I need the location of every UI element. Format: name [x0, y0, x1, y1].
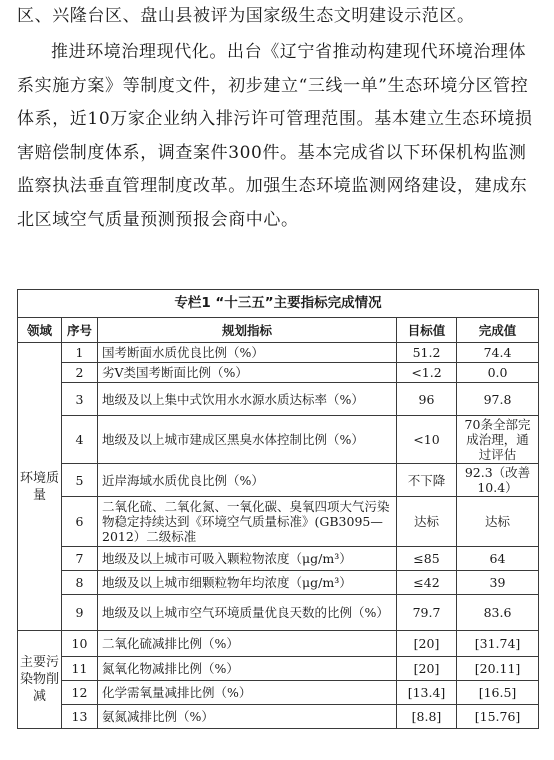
header-seq: 序号 [62, 318, 98, 343]
target-cell: 达标 [397, 497, 457, 547]
table-row [18, 681, 539, 705]
indicator-cell: 地级及以上城市细颗粒物年均浓度（μg/m³） [98, 571, 397, 595]
result-cell: 64 [457, 547, 539, 571]
target-cell: 79.7 [397, 595, 457, 631]
result-cell: [20.11] [457, 657, 539, 681]
seq-cell: 2 [62, 363, 98, 383]
result-cell: 97.8 [457, 383, 539, 416]
result-cell: 74.4 [457, 343, 539, 363]
result-cell: [15.76] [457, 705, 539, 729]
paragraph: 区、兴隆台区、盘山县被评为国家级生态文明建设示范区。 [17, 6, 475, 26]
indicator-cell: 地级及以上城市可吸入颗粒物浓度（μg/m³） [98, 547, 397, 571]
table-row [18, 705, 539, 729]
table-row [18, 497, 539, 547]
target-cell: ≤85 [397, 547, 457, 571]
seq-cell: 6 [62, 497, 98, 547]
result-cell: 83.6 [457, 595, 539, 631]
seq-cell: 3 [62, 383, 98, 416]
table-row [18, 363, 539, 383]
header-area: 领域 [18, 318, 62, 343]
target-cell: ≤42 [397, 571, 457, 595]
result-cell: 0.0 [457, 363, 539, 383]
indicator-cell: 劣Ⅴ类国考断面比例（%） [98, 363, 397, 383]
table-row [18, 416, 539, 464]
indicator-cell: 国考断面水质优良比例（%） [98, 343, 397, 363]
target-cell: [13.4] [397, 681, 457, 705]
indicator-cell: 地级及以上城市建成区黑臭水体控制比例（%） [98, 416, 397, 464]
target-cell: [20] [397, 657, 457, 681]
target-cell: 96 [397, 383, 457, 416]
indicator-cell: 氨氮减排比例（%） [98, 705, 397, 729]
seq-cell: 8 [62, 571, 98, 595]
indicator-cell: 二氧化硫减排比例（%） [98, 631, 397, 657]
target-cell: <1.2 [397, 363, 457, 383]
result-cell: 达标 [457, 497, 539, 547]
seq-cell: 9 [62, 595, 98, 631]
table-row [18, 631, 539, 657]
indicator-table [17, 289, 539, 729]
paragraph: 推进环境治理现代化。出台《辽宁省推动构建现代环境治理体系实施方案》等制度文件，初步建立“三线一单”生态环境分区管控体系，近10万家企业纳入排污许可管理范围。基本建立生态环境损害赔偿制度体系，调查案件300件。基本完成省以下环保机构监测监察执法垂直管理制度改革。加强生态环境监测网络建设，建成东北区域空气质量预测预报会商中心。 [17, 42, 533, 230]
table-row [18, 571, 539, 595]
seq-cell: 4 [62, 416, 98, 464]
target-cell: 不下降 [397, 464, 457, 497]
indicator-cell: 化学需氧量减排比例（%） [98, 681, 397, 705]
table-row [18, 383, 539, 416]
table-caption: 专栏1 “十三五”主要指标完成情况 [18, 290, 539, 318]
target-cell: [8.8] [397, 705, 457, 729]
header-indicator: 规划指标 [98, 318, 397, 343]
result-cell: 70条全部完成治理，通过评估 [457, 416, 539, 464]
table-row [18, 464, 539, 497]
seq-cell: 7 [62, 547, 98, 571]
seq-cell: 1 [62, 343, 98, 363]
header-target: 目标值 [397, 318, 457, 343]
header-result: 完成值 [457, 318, 539, 343]
seq-cell: 10 [62, 631, 98, 657]
table-row [18, 547, 539, 571]
result-cell: 92.3（改善10.4） [457, 464, 539, 497]
table-row [18, 657, 539, 681]
target-cell: <10 [397, 416, 457, 464]
result-cell: [31.74] [457, 631, 539, 657]
seq-cell: 12 [62, 681, 98, 705]
result-cell: 39 [457, 571, 539, 595]
table-row [18, 595, 539, 631]
result-cell: [16.5] [457, 681, 539, 705]
table-header-row [18, 318, 539, 343]
indicator-cell: 近岸海域水质优良比例（%） [98, 464, 397, 497]
seq-cell: 13 [62, 705, 98, 729]
target-cell: 51.2 [397, 343, 457, 363]
seq-cell: 11 [62, 657, 98, 681]
indicator-cell: 二氧化硫、二氧化氮、一氧化碳、臭氧四项大气污染物稳定持续达到《环境空气质量标准》(GB3095—2012）二级标准 [98, 497, 397, 547]
area-cell: 主要污染物削减 [18, 631, 62, 729]
area-cell: 环境质量 [18, 343, 62, 631]
target-cell: [20] [397, 631, 457, 657]
indicator-cell: 地级及以上城市空气环境质量优良天数的比例（%） [98, 595, 397, 631]
indicator-cell: 地级及以上集中式饮用水水源水质达标率（%） [98, 383, 397, 416]
indicator-cell: 氮氧化物减排比例（%） [98, 657, 397, 681]
table-row [18, 343, 539, 363]
seq-cell: 5 [62, 464, 98, 497]
